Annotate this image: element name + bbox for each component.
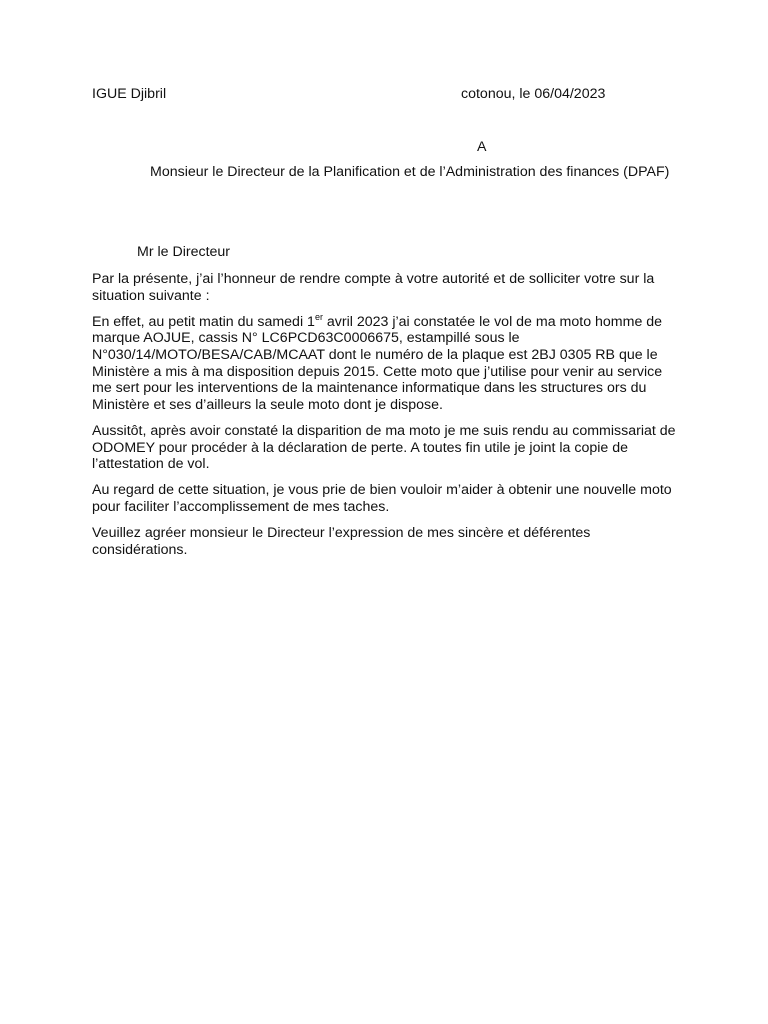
paragraph-incident bbox=[92, 311, 692, 414]
paragraph-intro bbox=[92, 271, 692, 304]
text-line: Aussitôt, après avoir constaté la disparition de ma moto je me suis rendu au commissariat de bbox=[92, 422, 676, 439]
recipient-prefix: A bbox=[477, 139, 487, 155]
text-fragment: En effet, au petit matin du samedi 1 bbox=[92, 313, 315, 330]
salutation: Mr le Directeur bbox=[137, 244, 231, 260]
letter-body bbox=[92, 271, 692, 568]
text-line: situation suivante : bbox=[92, 287, 210, 304]
text-line: Ministère a mis à ma disposition depuis 2015. Cette moto que j’utilise pour venir au service bbox=[92, 363, 663, 380]
text-line: considérations. bbox=[92, 541, 188, 558]
recipient-name: Monsieur le Directeur de la Planification et de l’Administration des finances (DPAF) bbox=[150, 164, 670, 180]
text-line: Par la présente, j’ai l’honneur de rendre compte à votre autorité et de solliciter votre sur la bbox=[92, 271, 655, 287]
text-line: N°030/14/MOTO/BESA/CAB/MCAAT dont le numéro de la plaque est 2BJ 0305 RB que le bbox=[92, 346, 658, 363]
text-line bbox=[92, 311, 692, 331]
superscript-er: er bbox=[314, 311, 323, 322]
text-line: Veuillez agréer monsieur le Directeur l’expression de mes sincère et déférentes bbox=[92, 525, 591, 542]
paragraph-declaration bbox=[92, 423, 692, 473]
text-line: l’attestation de vol. bbox=[92, 456, 210, 473]
paragraph-request bbox=[92, 482, 692, 515]
text-line: marque AOJUE, cassis N° LC6PCD63C0006675, estampillé sous le bbox=[92, 330, 520, 347]
text-line: pour faciliter l’accomplissement de mes taches. bbox=[92, 498, 390, 515]
sender-name: IGUE Djibril bbox=[92, 86, 167, 102]
paragraph-closing bbox=[92, 525, 692, 558]
text-fragment: avril 2023 j’ai constatée le vol de ma moto homme de bbox=[322, 313, 663, 330]
text-line: me sert pour les interventions de la maintenance informatique dans les structures ors du bbox=[92, 380, 647, 397]
text-line: Au regard de cette situation, je vous prie de bien vouloir m’aider à obtenir une nouvelle moto bbox=[92, 482, 672, 499]
text-line: Ministère et ses d’ailleurs la seule moto dont je dispose. bbox=[92, 396, 443, 413]
place-and-date: cotonou, le 06/04/2023 bbox=[461, 86, 606, 102]
text-line: ODOMEY pour procéder à la déclaration de perte. A toutes fin utile je joint la copie de bbox=[92, 439, 629, 456]
